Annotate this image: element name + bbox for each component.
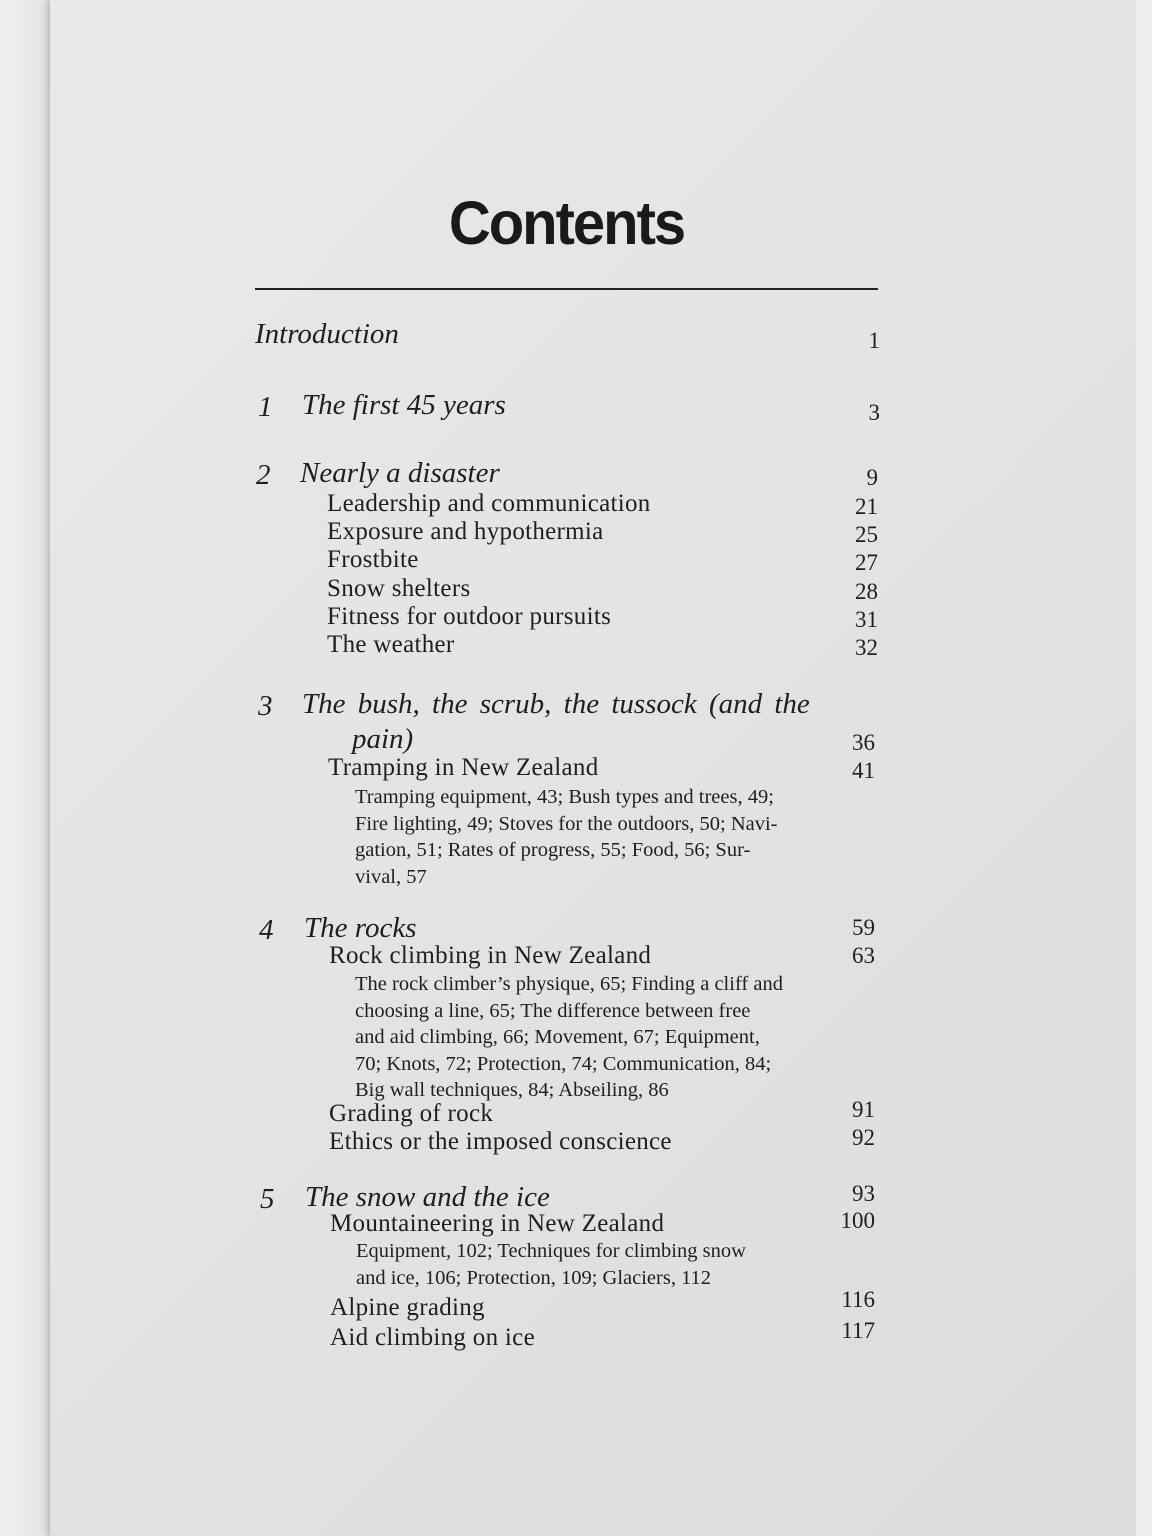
toc-section-title: Fitness for outdoor pursuits bbox=[327, 603, 612, 630]
toc-section-title: Snow shelters bbox=[327, 575, 471, 602]
toc-section-page: 116 bbox=[841, 1287, 875, 1312]
page-title: Contents bbox=[448, 189, 685, 258]
toc-subtopic-line: Fire lighting, 49; Stoves for the outdoors, 50; Navi- bbox=[355, 812, 778, 835]
toc-section-page: 41 bbox=[852, 758, 875, 783]
toc-section-page: 28 bbox=[855, 579, 878, 604]
toc-section-page: 32 bbox=[855, 635, 878, 660]
toc-subtopic-line: and aid climbing, 66; Movement, 67; Equipment, bbox=[355, 1026, 760, 1048]
toc-section-title: Rock climbing in New Zealand bbox=[329, 942, 652, 969]
toc-section-page: 25 bbox=[855, 522, 878, 547]
toc-intro-title: Introduction bbox=[255, 318, 399, 350]
toc-subtopic-line: vival, 57 bbox=[355, 865, 427, 888]
toc-intro-page: 1 bbox=[868, 328, 880, 353]
toc-section-title: Mountaineering in New Zealand bbox=[330, 1210, 665, 1237]
toc-subtopic-line: and ice, 106; Protection, 109; Glaciers, 112 bbox=[356, 1266, 712, 1289]
toc-chapter-page: 36 bbox=[852, 730, 875, 755]
toc-chapter-number: 3 bbox=[258, 690, 273, 722]
toc-section-title: The weather bbox=[327, 631, 455, 658]
toc-section-page: 21 bbox=[855, 494, 878, 519]
toc-section-page: 117 bbox=[841, 1318, 875, 1343]
toc-section-page: 27 bbox=[855, 550, 878, 575]
toc-chapter-page: 59 bbox=[852, 915, 875, 940]
toc-chapter-number: 4 bbox=[259, 914, 274, 946]
toc-section-title: Leadership and communication bbox=[327, 490, 651, 517]
toc-chapter-title: The rocks bbox=[304, 912, 417, 944]
toc-chapter-title: The first 45 years bbox=[302, 389, 506, 421]
toc-chapter-title: The snow and the ice bbox=[305, 1181, 550, 1213]
toc-subtopic-line: The rock climber’s physique, 65; Finding a cliff and bbox=[355, 973, 783, 995]
toc-subtopics bbox=[355, 784, 825, 890]
toc-section-page: 91 bbox=[852, 1097, 875, 1122]
toc-chapter-number: 2 bbox=[256, 459, 271, 491]
toc-subtopic-line: Big wall techniques, 84; Abseiling, 86 bbox=[355, 1079, 669, 1101]
toc-section-page: 31 bbox=[855, 607, 878, 632]
toc-chapter-title-line1: The bush, the scrub, the tussock (and the bbox=[302, 688, 810, 720]
toc-chapter-title-line2: pain) bbox=[352, 723, 414, 755]
toc-section-page: 92 bbox=[852, 1125, 875, 1150]
toc-chapter-page: 93 bbox=[852, 1181, 875, 1206]
toc-chapter-page: 9 bbox=[866, 465, 878, 490]
toc-chapter-number: 1 bbox=[258, 391, 273, 423]
toc-subtopic-line: choosing a line, 65; The difference between free bbox=[355, 999, 751, 1022]
toc-section-page: 63 bbox=[852, 943, 875, 968]
toc-section-page: 100 bbox=[840, 1208, 875, 1233]
toc-section-title: Ethics or the imposed conscience bbox=[329, 1128, 672, 1155]
toc-subtopic-line: Equipment, 102; Techniques for climbing snow bbox=[356, 1240, 746, 1262]
toc-section-title: Tramping in New Zealand bbox=[328, 754, 599, 781]
toc-subtopic-line: Tramping equipment, 43; Bush types and trees, 49; bbox=[355, 786, 774, 808]
toc-section-title: Alpine grading bbox=[330, 1294, 485, 1321]
toc-chapter-number: 5 bbox=[260, 1183, 275, 1215]
toc-subtopic-line: gation, 51; Rates of progress, 55; Food, 56; Sur- bbox=[355, 839, 751, 861]
toc-section-title: Grading of rock bbox=[329, 1100, 494, 1127]
toc-section-title: Frostbite bbox=[327, 546, 419, 573]
toc-section-title: Exposure and hypothermia bbox=[327, 518, 604, 545]
toc-chapter-title: Nearly a disaster bbox=[300, 457, 500, 489]
toc-section-title: Aid climbing on ice bbox=[330, 1324, 535, 1351]
toc-subtopics bbox=[355, 971, 825, 1104]
toc-chapter-page: 3 bbox=[868, 400, 880, 425]
toc-subtopic-line: 70; Knots, 72; Protection, 74; Communication, 84; bbox=[355, 1052, 772, 1075]
toc-subtopics bbox=[356, 1238, 826, 1291]
